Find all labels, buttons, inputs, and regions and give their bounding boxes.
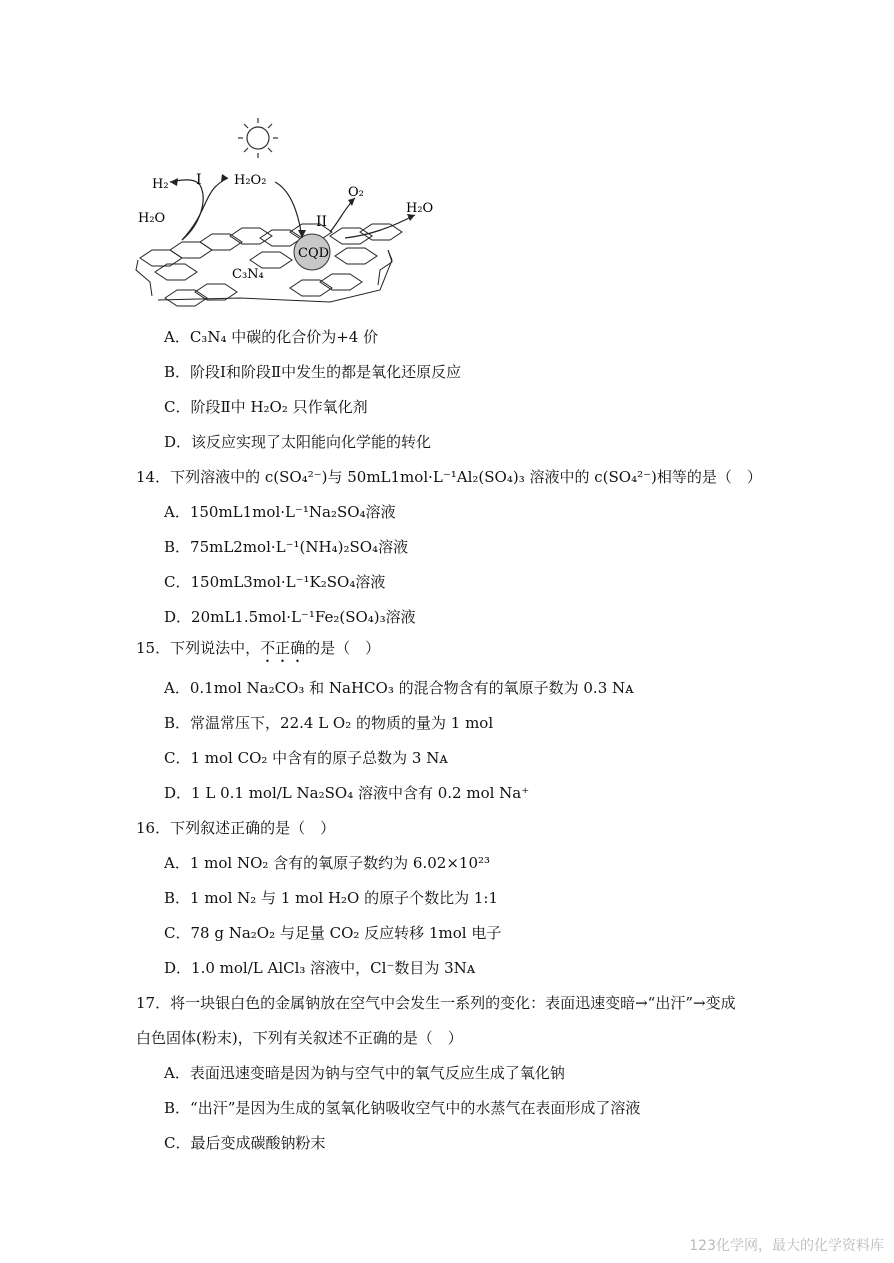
label-h2o-left: H₂O [138,211,166,226]
watermark: 123化学网，最大的化学资料库 [689,1238,884,1254]
q15-stem [136,638,380,666]
q15-option-a: A．0.1mol Na₂CO₃ 和 NaHCO₃ 的混合物含有的氧原子数为 0.3 Nᴀ [164,679,634,697]
q15-stem-post: 的是（ ） [305,639,381,657]
c3n4-sheet-icon [136,224,402,306]
q15-option-b: B．常温常压下，22.4 L O₂ 的物质的量为 1 mol [164,714,494,732]
q15-stem-pre: 15．下列说法中， [136,639,261,657]
q14-option-b: B．75mL2mol·L⁻¹(NH₄)₂SO₄溶液 [164,538,409,556]
label-o2: O₂ [348,185,364,200]
q14-stem: 14．下列溶液中的 c(SO₄²⁻)与 50mL1mol·L⁻¹Al₂(SO₄)₃ 溶液中的 c(SO₄²⁻)相等的是（ ） [136,468,762,486]
arrow-icon [345,215,415,238]
q14-option-d: D．20mL1.5mol·L⁻¹Fe₂(SO₄)₃溶液 [164,608,416,626]
q14-option-a: A．150mL1mol·L⁻¹Na₂SO₄溶液 [164,503,396,521]
q15-stem-emphasis: 不正确 [260,639,306,657]
q17-option-a: A．表面迅速变暗是因为钠与空气中的氧气反应生成了氧化钠 [164,1064,565,1082]
q16-option-d: D．1.0 mol/L AlCl₃ 溶液中，Cl⁻数目为 3Nᴀ [164,959,476,977]
label-h2: H₂ [152,177,169,192]
q13-option-a: A．C₃N₄ 中碳的化合价为+4 价 [164,328,379,346]
q16-stem: 16．下列叙述正确的是（ ） [136,819,336,837]
sun-icon [238,118,278,158]
q14-option-c: C．150mL3mol·L⁻¹K₂SO₄溶液 [164,573,386,591]
q16-option-a: A．1 mol NO₂ 含有的氧原子数约为 6.02×10²³ [164,854,491,872]
q16-option-c: C．78 g Na₂O₂ 与足量 CO₂ 反应转移 1mol 电子 [164,924,502,942]
label-c3n4: C₃N₄ [232,267,264,282]
q17-stem-line1: 17．将一块银白色的金属钠放在空气中会发生一系列的变化：表面迅速变暗→“出汗”→变成 [136,994,736,1012]
q17-option-c: C．最后变成碳酸钠粉末 [164,1134,326,1152]
q13-option-b: B．阶段Ⅰ和阶段Ⅱ中发生的都是氧化还原反应 [164,363,462,381]
label-h2o-right: H₂O [406,201,434,216]
q13-option-c: C．阶段Ⅱ中 H₂O₂ 只作氧化剂 [164,398,368,416]
q13-option-d: D．该反应实现了太阳能向化学能的转化 [164,433,432,451]
arrow-icon [182,178,228,240]
label-cqd: CQD [298,246,330,261]
q17-option-b: B．“出汗”是因为生成的氢氧化钠吸收空气中的水蒸气在表面形成了溶液 [164,1099,641,1117]
arrow-icon [170,180,203,240]
reaction-diagram [130,110,450,315]
label-stage-2: II [316,214,328,230]
q15-option-c: C．1 mol CO₂ 中含有的原子总数为 3 Nᴀ [164,749,448,767]
label-stage-1: I [196,172,202,188]
q15-option-d: D．1 L 0.1 mol/L Na₂SO₄ 溶液中含有 0.2 mol Na⁺ [164,784,530,802]
q17-stem-line2: 白色固体(粉末)，下列有关叙述不正确的是（ ） [136,1029,463,1047]
q16-option-b: B．1 mol N₂ 与 1 mol H₂O 的原子个数比为 1:1 [164,889,499,907]
label-h2o2: H₂O₂ [234,173,267,188]
